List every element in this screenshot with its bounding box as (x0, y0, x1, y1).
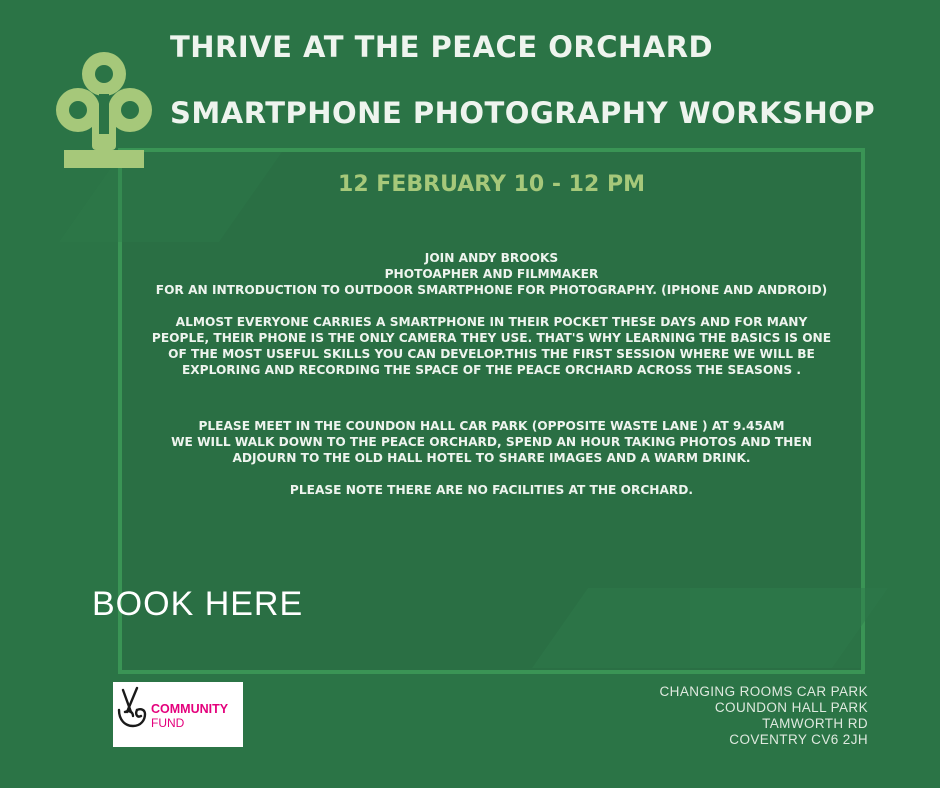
address-line: COUNDON HALL PARK (714, 700, 868, 715)
venue-address (660, 684, 868, 748)
event-description (120, 250, 863, 498)
meeting-line: ADJOURN TO THE OLD HALL HOTEL TO SHARE IMAGES AND A WARM DRINK. (232, 451, 751, 465)
paragraph-line: EXPLORING AND RECORDING THE SPACE OF THE PEACE ORCHARD ACROSS THE SEASONS . (181, 363, 802, 377)
event-date: 12 FEBRUARY 10 - 12 PM (338, 172, 645, 197)
meeting-line: WE WILL WALK DOWN TO THE PEACE ORCHARD, SPEND AN HOUR TAKING PHOTOS AND THEN (171, 435, 812, 449)
facilities-note: PLEASE NOTE THERE ARE NO FACILITIES AT THE ORCHARD. (289, 483, 694, 497)
community-fund-logo (113, 682, 243, 747)
paragraph-line: ALMOST EVERYONE CARRIES A SMARTPHONE IN THEIR POCKET THESE DAYS AND FOR MANY (175, 315, 808, 329)
book-here-link[interactable]: BOOK HERE (92, 585, 304, 623)
tree-icon (52, 50, 156, 168)
meeting-line: PLEASE MEET IN THE COUNDON HALL CAR PARK (OPPOSITE WASTE LANE ) AT 9.45AM (198, 419, 785, 433)
title-line-2: SMARTPHONE PHOTOGRAPHY WORKSHOP (170, 96, 876, 130)
sponsor-name-line1: COMMUNITY (151, 702, 229, 716)
paragraph-line: PEOPLE, THEIR PHONE IS THE ONLY CAMERA THEY USE. THAT'S WHY LEARNING THE BASICS IS ONE (151, 331, 832, 345)
crossed-fingers-icon (115, 686, 149, 730)
sponsor-name-line2: FUND (151, 716, 185, 730)
intro-line: FOR AN INTRODUCTION TO OUTDOOR SMARTPHONE FOR PHOTOGRAPHY. (IPHONE AND ANDROID) (155, 283, 828, 297)
decor-stripe (690, 588, 860, 668)
title-line-1: THRIVE AT THE PEACE ORCHARD (170, 30, 714, 64)
address-line: CHANGING ROOMS CAR PARK (659, 684, 868, 699)
intro-line: PHOTOAPHER AND FILMMAKER (384, 267, 599, 281)
intro-line: JOIN ANDY BROOKS (424, 251, 559, 265)
paragraph-line: OF THE MOST USEFUL SKILLS YOU CAN DEVELOP.THIS THE FIRST SESSION WHERE WE WILL BE (168, 347, 815, 361)
address-line: TAMWORTH RD (762, 716, 868, 731)
address-line: COVENTRY CV6 2JH (729, 732, 868, 747)
